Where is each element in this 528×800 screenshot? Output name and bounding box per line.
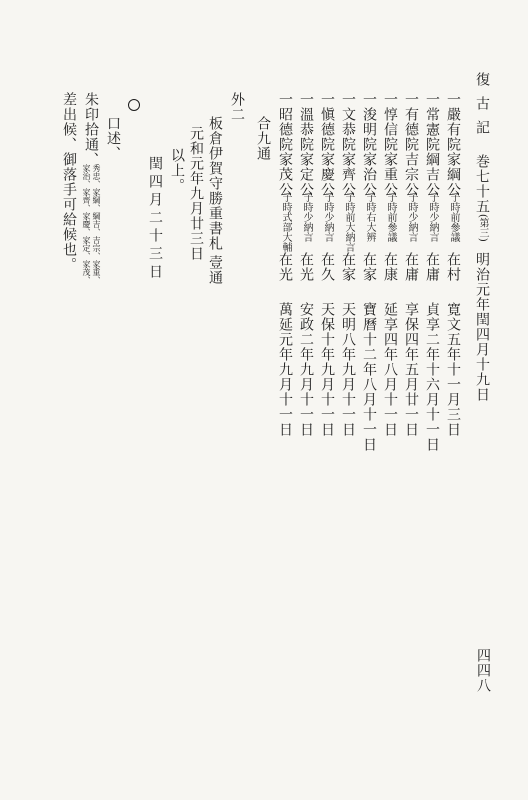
total-count: 合九通: [255, 116, 271, 161]
entry-rank: 子時前參議: [385, 192, 396, 242]
entry-status: 在康: [382, 252, 398, 282]
letter-date: 元和元年九月廿三日: [188, 126, 204, 261]
entry-rank: 子時前大納言: [343, 192, 354, 252]
entry-status: 在光: [277, 252, 293, 282]
entry-name: 一惇信院家重公: [382, 92, 398, 197]
entry-status: 在村: [445, 252, 461, 282]
letter-sender: 板倉伊賀守勝重書札: [207, 116, 223, 251]
letter-dated: 閏四月二十三日: [147, 156, 163, 282]
entry-status: 在庸: [424, 252, 440, 282]
entry-status: 在庸: [403, 252, 419, 282]
entry-date: 延享四年八月十一日: [382, 302, 398, 437]
entry-rank: 子時少納言: [322, 192, 333, 242]
entry-date: 天明八年九月十一日: [340, 302, 356, 437]
entry-rank: 子時前參議: [448, 192, 459, 242]
entry-name: 一昭德院家茂公: [277, 92, 293, 197]
entry-rank: 子時少納言: [427, 192, 438, 242]
entry-rank: 子時少納言: [301, 192, 312, 242]
volume-number: 巻七十五: [474, 154, 490, 214]
entry-name: 一浚明院家治公: [361, 92, 377, 197]
entry-name: 一文恭院家齊公: [340, 92, 356, 197]
letter-closing: 以上。: [169, 148, 185, 193]
book-title: 復古記: [474, 72, 490, 144]
note-line1-sub-bottom: 家治、家齊、家慶、家定、家茂、: [82, 164, 91, 284]
entry-date: 安政二年九月十一日: [298, 302, 314, 437]
entry-name: 一有德院吉宗公: [403, 92, 419, 197]
entry-status: 在光: [298, 252, 314, 282]
entry-rank: 子時式部大輔: [280, 192, 291, 252]
entry-date: 萬延元年九月十一日: [277, 302, 293, 437]
entry-status: 在家: [361, 252, 377, 282]
entry-date: 寛文五年十一月三日: [445, 302, 461, 437]
circle-mark-icon: [128, 99, 140, 111]
entry-name: 一溫恭院家定公: [298, 92, 314, 197]
entry-name: 一愼德院家慶公: [319, 92, 335, 197]
entry-date: 貞享二年十六月十一日: [424, 302, 440, 452]
entry-name: 一常憲院綱吉公: [424, 92, 440, 197]
entry-status: 在家: [340, 252, 356, 282]
entry-date: 天保十年九月十一日: [319, 302, 335, 437]
entry-name: 一嚴有院家綱公: [445, 92, 461, 197]
note-title: 口述、: [105, 116, 121, 161]
page-number: 四四八: [475, 648, 491, 693]
entry-rank: 子時少納言: [406, 192, 417, 242]
volume-note: (第三): [477, 214, 488, 242]
note-line1-main: 朱印拾通、: [83, 92, 99, 167]
entry-date: 享保四年五月廿一日: [403, 302, 419, 437]
entry-date: 寶曆十二年八月十一日: [361, 302, 377, 452]
header-date: 明治元年閏四月十九日: [474, 252, 490, 402]
entry-rank: 子時右大辨: [364, 192, 375, 242]
volume-label: [475, 154, 489, 242]
note-line1-sub-top: 秀忠、家綱、綱吉、吉宗、家重、: [92, 164, 101, 284]
entry-status: 在久: [319, 252, 335, 282]
note-line2: 差出候、御落手可給候也。: [61, 92, 77, 272]
letter-count: 壹通: [207, 255, 223, 285]
outside-count: 外二: [229, 92, 245, 122]
